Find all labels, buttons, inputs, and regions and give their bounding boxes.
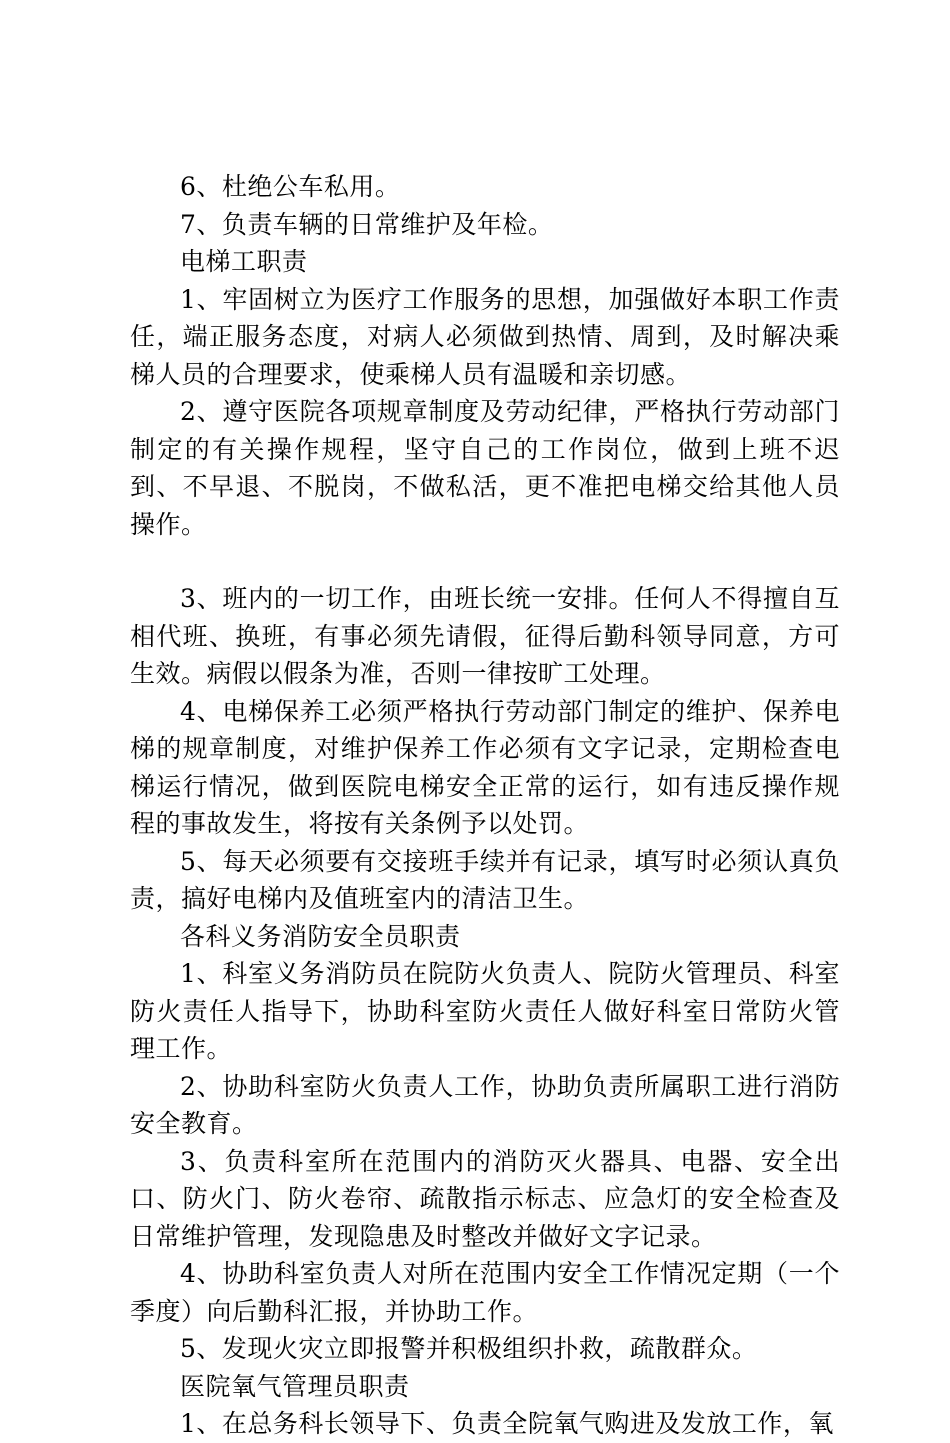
paragraph: 2、遵守医院各项规章制度及劳动纪律，严格执行劳动部门制定的有关操作规程，坚守自己的工作岗位，做到上班不迟到、不早退、不脱岗，不做私活，更不准把电梯交给其他人员操作。 — [130, 397, 840, 539]
paragraph: 7、负责车辆的日常维护及年检。 — [180, 209, 554, 239]
paragraph: 1、牢固树立为医疗工作服务的思想，加强做好本职工作责任，端正服务态度，对病人必须做到热情、周到，及时解决乘梯人员的合理要求，使乘梯人员有温暖和亲切感。 — [130, 284, 840, 389]
paragraph: 2、协助科室防火负责人工作，协助负责所属职工进行消防安全教育。 — [130, 1071, 840, 1138]
document-body — [130, 168, 840, 1443]
paragraph: 5、每天必须要有交接班手续并有记录，填写时必须认真负责，搞好电梯内及值班室内的清洁卫生。 — [130, 846, 840, 913]
paragraph: 5、发现火灾立即报警并积极组织扑救，疏散群众。 — [180, 1334, 758, 1363]
paragraph: 3、负责科室所在范围内的消防灭火器具、电器、安全出口、防火门、防火卷帘、疏散指示标志、应急灯的安全检查及日常维护管理，发现隐患及时整改并做好文字记录。 — [130, 1146, 840, 1251]
paragraph: 1、科室义务消防员在院防火负责人、院防火管理员、科室防火责任人指导下，协助科室防火责任人做好科室日常防火管理工作。 — [130, 959, 840, 1063]
paragraph: 1、在总务科长领导下、负责全院氧气购进及发放工作，氧 — [180, 1409, 834, 1438]
paragraph: 4、协助科室负责人对所在范围内安全工作情况定期（一个季度）向后勤科汇报，并协助工作。 — [130, 1259, 840, 1326]
section-heading: 电梯工职责 — [180, 247, 308, 276]
paragraph: 3、班内的一切工作，由班长统一安排。任何人不得擅自互相代班、换班，有事必须先请假，征得后勤科领导同意，方可生效。病假以假条为准，否则一律按旷工处理。 — [130, 584, 840, 688]
section-heading: 医院氧气管理员职责 — [180, 1371, 410, 1401]
paragraph: 4、电梯保养工必须严格执行劳动部门制定的维护、保养电梯的规章制度，对维护保养工作必须有文字记录，定期检查电梯运行情况，做到医院电梯安全正常的运行，如有违反操作规程的事故发生，将按有关条例予以处罚。 — [130, 696, 840, 838]
blank-line — [130, 543, 840, 580]
paragraph: 6、杜绝公车私用。 — [180, 172, 401, 201]
section-heading: 各科义务消防安全员职责 — [180, 921, 461, 951]
